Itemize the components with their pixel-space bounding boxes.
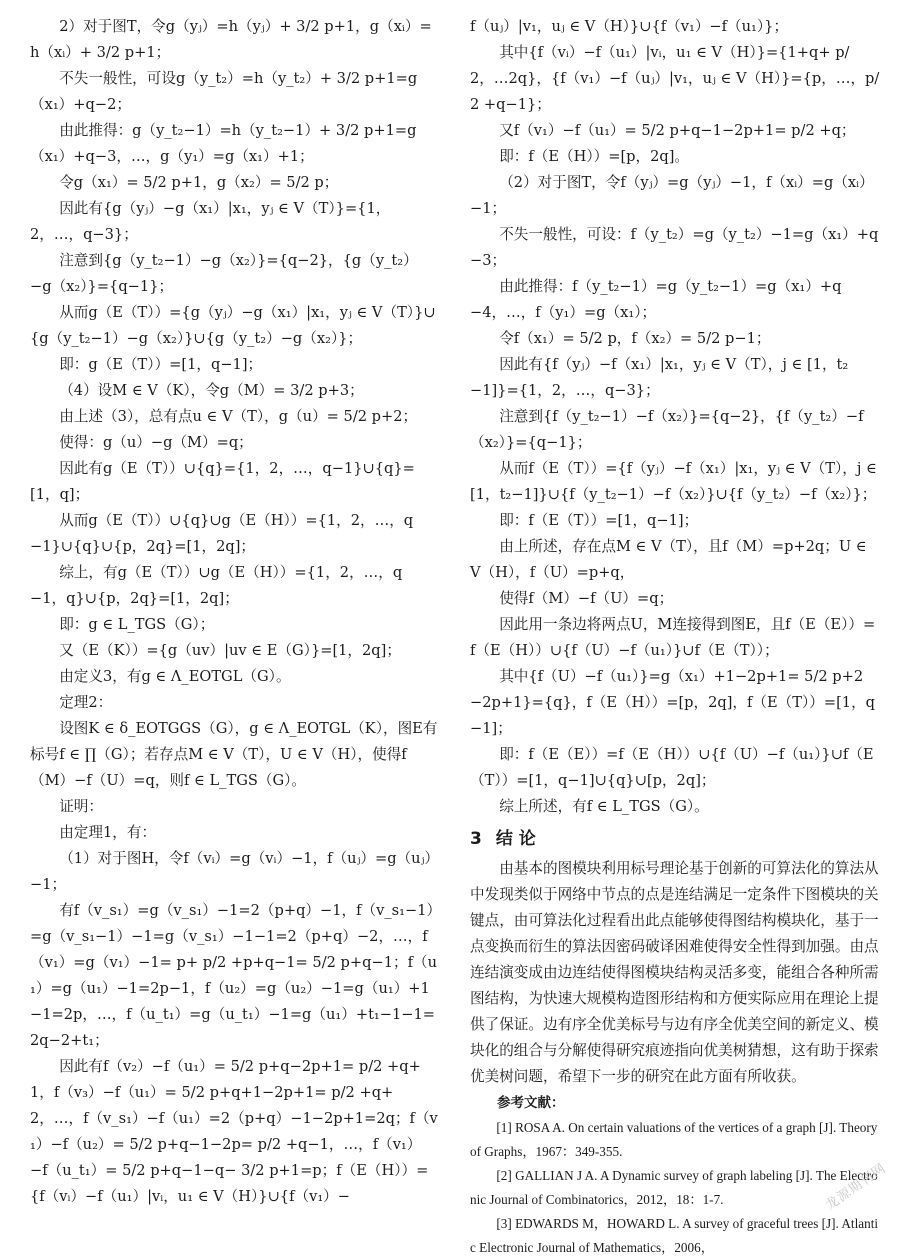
references-title: 参考文献： <box>497 1095 565 1111</box>
reference-item: [2] GALLIAN J A. A Dynamic survey of graph labeling [J]. The Electronic Journal of Combinatorics，2012，18：1-7. <box>470 1168 878 1207</box>
formula-paragraph: （4）设M ∈ V（K），令g（M）= 3/2 p+3； <box>59 382 364 399</box>
formula-paragraph: 从而f（E（T））={f（yⱼ）−f（x₁）|x₁，yⱼ ∈ V（T），j ∈ [1，t₂−1]}∪{f（y_t₂−1）−f（x₂）}∪{f（y_t₂）−f（x₂）}； <box>470 460 877 503</box>
section-number: 3 <box>470 829 482 849</box>
formula-paragraph: 因此有g（E（T））∪{q}={1，2，…，q−1}∪{q}=[1，q]； <box>30 460 415 503</box>
formula-paragraph: 其中{f（vᵢ）−f（u₁）|vᵢ，u₁ ∈ V（H）}={1+q+ p/2，…2q}，{f（v₁）−f（uⱼ）|v₁，uⱼ ∈ V（H）}={p，…，p/2 +q−1}； <box>470 44 880 113</box>
formula-paragraph: 不失一般性，可设g（y_t₂）=h（y_t₂）+ 3/2 p+1=g（x₁）+q−2； <box>30 70 418 113</box>
formula-paragraph: 定理2： <box>59 694 113 711</box>
formula-paragraph: 即：f（E（H））=[p，2q]。 <box>499 148 690 165</box>
right-column <box>470 14 880 1260</box>
formula-paragraph: 由定理1，有： <box>59 824 157 841</box>
formula-paragraph: 由上述（3），总有点u ∈ V（T），g（u）= 5/2 p+2； <box>59 408 418 425</box>
formula-paragraph: 不失一般性，可设：f（y_t₂）=g（y_t₂）−1=g（x₁）+q−3； <box>470 226 879 269</box>
formula-paragraph: 使得：g（u）−g（M）=q； <box>59 434 253 451</box>
reference-item: [3] EDWARDS M，HOWARD L. A survey of graceful trees [J]. Atlantic Electronic Journal of Mathematics，2006， <box>470 1216 879 1255</box>
formula-paragraph: 令g（x₁）= 5/2 p+1，g（x₂）= 5/2 p； <box>59 174 339 191</box>
formula-paragraph: 又（E（K））={g（uv）|uv ∈ E（G）}=[1，2q]； <box>59 642 401 659</box>
formula-paragraph: 由上所述，存在点M ∈ V（T），且f（M）=p+2q；U ∈ V（H），f（U）=p+q， <box>470 538 867 581</box>
formula-paragraph: 从而g（E（T））={g（yⱼ）−g（x₁）|x₁，yⱼ ∈ V（T）}∪{g（y_t₂−1）−g（x₂）}∪{g（y_t₂）−g（x₂）}； <box>30 304 436 347</box>
formula-paragraph: 即：f（E（E））=f（E（H））∪{f（U）−f（u₁）}∪f（E（T））=[1，q−1]∪{q}∪[p，2q]； <box>470 746 874 789</box>
formula-paragraph: 注意到{g（y_t₂−1）−g（x₂）}={q−2}，{g（y_t₂）−g（x₂）}={q−1}； <box>30 252 418 295</box>
formula-paragraph: 因此有{g（yⱼ）−g（x₁）|x₁，yⱼ ∈ V（T）}={1，2，…，q−3}； <box>30 200 391 243</box>
formula-paragraph: f（uⱼ）|v₁，uⱼ ∈ V（H）}∪{f（v₁）−f（u₁）}； <box>470 18 789 35</box>
formula-paragraph: 其中{f（U）−f（u₁）}=g（x₁）+1−2p+1= 5/2 p+2−2p+1}={q}，f（E（H））=[p，2q]，f（E（T））=[1，q−1]； <box>470 668 876 737</box>
formula-paragraph: （1）对于图H，令f（vᵢ）=g（vᵢ）−1，f（uⱼ）=g（uⱼ）−1； <box>30 850 432 893</box>
formula-paragraph: 因此有{f（yⱼ）−f（x₁）|x₁，yⱼ ∈ V（T），j ∈ [1，t₂−1]}={1，2，…，q−3}； <box>470 356 849 399</box>
formula-paragraph: 综上，有g（E（T））∪g（E（H））={1，2，…，q−1，q}∪{p，2q}=[1，2q]； <box>30 564 403 607</box>
formula-paragraph: 又f（v₁）−f（u₁）= 5/2 p+q−1−2p+1= p/2 +q； <box>499 122 856 139</box>
formula-paragraph: （2）对于图T，令f（yⱼ）=g（yⱼ）−1，f（xᵢ）=g（xᵢ）−1； <box>470 174 874 217</box>
formula-paragraph: 从而g（E（T））∪{q}∪g（E（H））={1，2，…，q−1}∪{q}∪{p，2q}=[1，2q]； <box>30 512 414 555</box>
formula-paragraph: 由此推得：g（y_t₂−1）=h（y_t₂−1）+ 3/2 p+1=g（x₁）+q−3，…，g（y₁）=g（x₁）+1； <box>30 122 417 165</box>
formula-paragraph: 因此用一条边将两点U，M连接得到图E，且f（E（E））=f（E（H））∪{f（U）−f（u₁）}∪f（E（T））； <box>470 616 876 659</box>
section-heading <box>470 826 880 852</box>
proof-continuation <box>470 14 880 820</box>
formula-paragraph: 注意到{f（y_t₂−1）−f（x₂）}={q−2}，{f（y_t₂）−f（x₂）}={q−1}； <box>470 408 864 451</box>
formula-paragraph: 综上所述，有f ∈ L_TGS（G）。 <box>499 798 709 815</box>
watermark-logo: 龙源期刊网 <box>823 1160 890 1214</box>
section-title: 结 论 <box>495 829 536 849</box>
formula-paragraph: 令f（x₁）= 5/2 p，f（x₂）= 5/2 p−1； <box>499 330 771 347</box>
conclusion-paragraph: 由基本的图模块利用标号理论基于创新的可算法化的算法从中发现类似于网络中节点的点是连结满足一定条件下图模块的关键点，由可算法化过程看出此点能够使得图结构模块化，基于一点变换而衍生的算法因密码破译困难使得安全性得到加强。由点连结演变成由边连结使得图模块结构灵活多变，能组合各种所需图结构，为快速大规模构造图形结构和方便实际应用在理论上提供了保证。边有序全优美标号与边有序全优美空间的新定义、模块化的组合与分解使得研究痕迹指向优美树猜想，这有助于探索优美树问题，希望下一步的研究在此方面有所收获。 <box>470 860 879 1085</box>
formula-paragraph: 使得f（M）−f（U）=q； <box>499 590 674 607</box>
formula-paragraph: 即：f（E（T））=[1，q−1]； <box>499 512 699 529</box>
formula-paragraph: 即：g ∈ L_TGS（G）； <box>59 616 215 633</box>
formula-paragraph: 设图K ∈ δ_EOTGGS（G），g ∈ Λ_EOTGL（K），图E有标号f ∈ ∏（G）；若存点M ∈ V（T），U ∈ V（H），使得f（M）−f（U）=q，则f ∈ L_TGS（G）。 <box>30 720 438 789</box>
reference-item: [1] ROSA A. On certain valuations of the vertices of a graph [J]. Theory of Graphs，1967：349-355. <box>470 1120 878 1159</box>
left-column <box>30 14 438 1210</box>
formula-paragraph: 即：g（E（T））=[1，q−1]； <box>59 356 263 373</box>
formula-paragraph: 由此推得：f（y_t₂−1）=g（y_t₂−1）=g（x₁）+q−4，…，f（y₁）=g（x₁）； <box>470 278 842 321</box>
formula-paragraph: 证明： <box>59 798 103 815</box>
formula-paragraph: 有f（v_s₁）=g（v_s₁）−1=2（p+q）−1，f（v_s₁−1）=g（v_s₁−1）−1=g（v_s₁）−1−1=2（p+q）−2，…，f（v₁）=g（v₁）−1= p+ p/2 +p+q−1= 5/2 p+q−1；f（u₁）=g（u₁）−1=2p−1，f（u₂）=g（u₂）−1=g（u₁）+1−1=2p，…，f（u_t₁）=g（u_t₁）−1=g（u₁）+t₁−1−1=2q−2+t₁； <box>30 902 437 1049</box>
formula-paragraph: 2）对于图T，令g（yⱼ）=h（yⱼ）+ 3/2 p+1，g（xᵢ）=h（xᵢ）+ 3/2 p+1； <box>30 18 432 61</box>
formula-paragraph: 因此有f（v₂）−f（u₁）= 5/2 p+q−2p+1= p/2 +q+1，f（v₃）−f（u₁）= 5/2 p+q+1−2p+1= p/2 +q+2，…，f（v_s₁）−f（u₁）=2（p+q）−1−2p+1=2q；f（v₁）−f（u₂）= 5/2 p+q−1−2p= p/2 +q−1，…，f（v₁）−f（u_t₁）= 5/2 p+q−1−q− 3/2 p+1=p；f（E（H））={f（vᵢ）−f（u₁）|vᵢ，u₁ ∈ V（H）}∪{f（v₁）− <box>30 1058 438 1205</box>
formula-paragraph: 由定义3，有g ∈ Λ_EOTGL（G）。 <box>59 668 291 685</box>
